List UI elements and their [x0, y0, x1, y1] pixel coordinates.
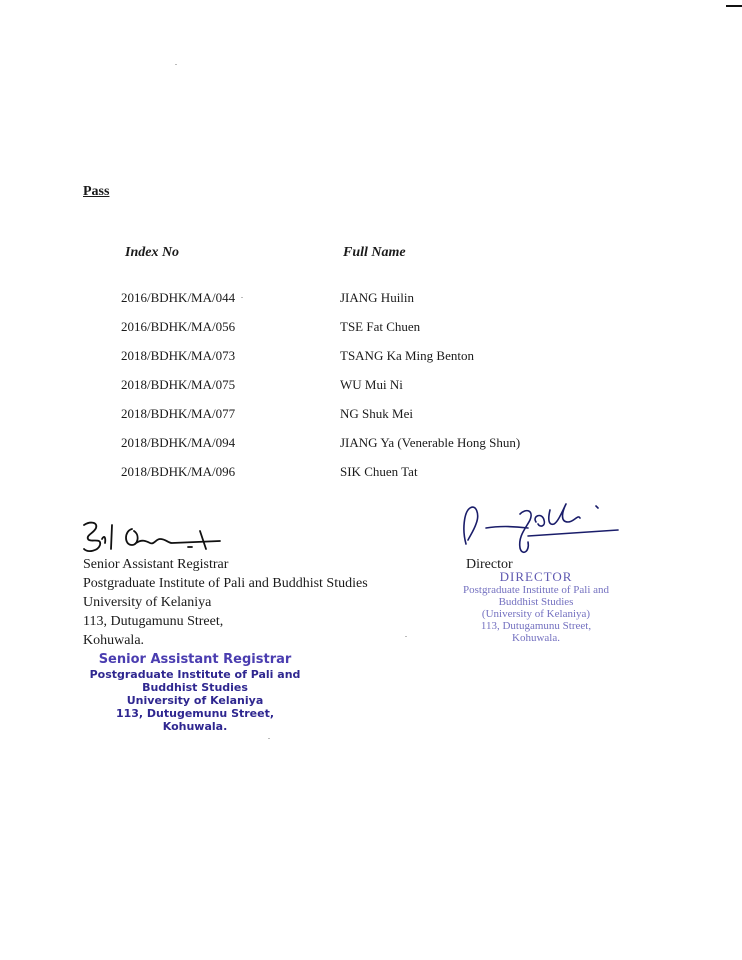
stamp-line: (University of Kelaniya) [481, 608, 591, 620]
index-number: 2018/BDHK/MA/073 [121, 348, 236, 363]
list-item [0, 406, 742, 435]
stamp-line: 113, Dutugemunu Street, [115, 707, 275, 720]
index-number: 2018/BDHK/MA/094 [121, 435, 236, 450]
full-name: NG Shuk Mei [340, 406, 413, 421]
registrar-address-block [83, 555, 368, 650]
scan-speck [405, 636, 407, 637]
address-line: University of Kelaniya [83, 595, 212, 610]
list-item [0, 290, 742, 319]
stamp-title: DIRECTOR [499, 569, 573, 584]
stamp-line: Buddhist Studies [142, 681, 248, 694]
registrar-stamp [80, 652, 310, 733]
stamp-line: Kohuwala. [512, 632, 560, 644]
address-line: Kohuwala. [83, 633, 145, 648]
stamp-line: Kohuwala. [162, 720, 228, 733]
full-name: WU Mui Ni [340, 377, 403, 392]
index-number: 2016/BDHK/MA/044 [121, 290, 236, 305]
director-signature [458, 500, 633, 558]
index-number: 2018/BDHK/MA/077 [121, 406, 236, 421]
stamp-line: University of Kelaniya [126, 694, 264, 707]
list-item [0, 377, 742, 406]
index-number: 2018/BDHK/MA/096 [121, 464, 236, 479]
address-line: Postgraduate Institute of Pali and Buddhist Studies [83, 576, 368, 591]
director-title: Director [466, 557, 513, 572]
stamp-line: Postgraduate Institute of Pali and [89, 668, 301, 681]
column-header-index: Index No [125, 245, 180, 260]
stamp-title: Senior Assistant Registrar [98, 652, 292, 667]
full-name: JIANG Huilin [340, 290, 415, 305]
stamp-line: Postgraduate Institute of Pali and [462, 584, 610, 596]
results-list [0, 290, 742, 493]
column-header-name: Full Name [343, 245, 406, 260]
scan-speck [268, 738, 270, 739]
stamp-line: 113, Dutugamunu Street, [480, 620, 592, 632]
full-name: TSE Fat Chuen [340, 319, 421, 334]
stamp-line: Buddhist Studies [498, 596, 574, 608]
list-item [0, 435, 742, 464]
full-name: JIANG Ya (Venerable Hong Shun) [340, 435, 521, 450]
section-heading: Pass [83, 184, 110, 199]
index-number: 2016/BDHK/MA/056 [121, 319, 236, 334]
registrar-title: Senior Assistant Registrar [83, 557, 229, 572]
director-stamp [436, 570, 636, 644]
list-item [0, 464, 742, 493]
scan-corner-mark [726, 5, 742, 7]
full-name: TSANG Ka Ming Benton [340, 348, 474, 363]
scan-speck [175, 64, 177, 65]
address-line: 113, Dutugamunu Street, [83, 614, 224, 629]
list-item [0, 319, 742, 348]
list-item [0, 348, 742, 377]
index-number: 2018/BDHK/MA/075 [121, 377, 236, 392]
registrar-signature [80, 515, 260, 557]
scan-speck [241, 297, 243, 298]
full-name: SIK Chuen Tat [340, 464, 418, 479]
